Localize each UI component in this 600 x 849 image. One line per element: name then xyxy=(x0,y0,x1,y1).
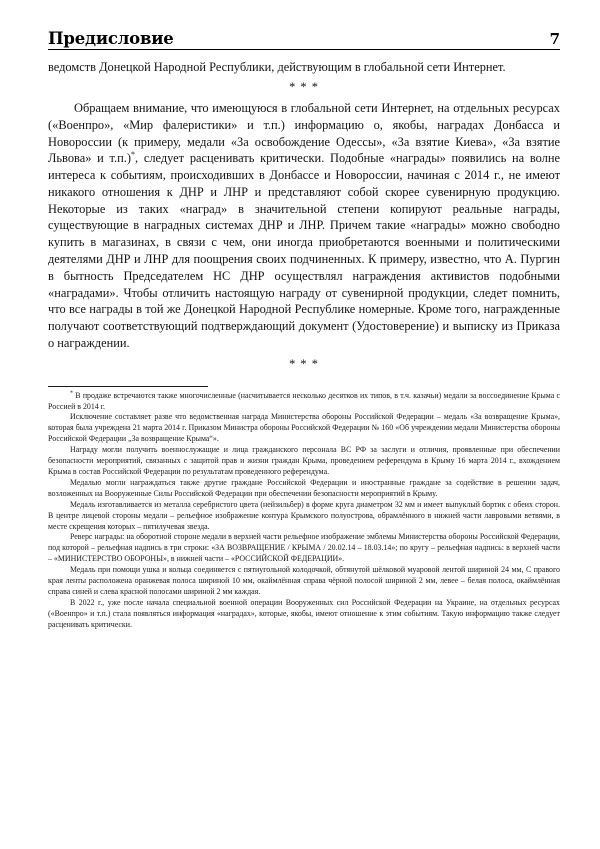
footnote-paragraph: Медалью могли награждаться также другие граждане Российской Федерации и иностранные граждане за содействие в решении задач, возложенных на Вооруженные Силы Российской Федерации при обеспечении безопасности мероприятий в Крыму. xyxy=(48,477,560,498)
paragraph-main xyxy=(48,100,560,352)
paragraph-main-part2: , следует расценивать критически. Подобные «награды» появились на волне интереса к событиям, происходивших в Донбассе и Новороссии, начиная с 2014 г., не имеют никакого отношения к ДНР и ЛНР и представляют собой скорее сувенирную продукцию. Некоторые из таких «наград» в значительной степени копируют реальные награды, существующие в наградных системах ДНР и ЛНР. Причем такие «награды» можно свободно купить в магазинах, в связи с чем, они иногда приобретаются военными и политическими деятелями ДНР и ЛНР для поощрения своих подчиненных. К примеру, известно, что А. Пургин в бытность Председателем НС ДНР осуществлял награждения активистов подобными «наградами». Чтобы отличить настоящую награду от сувенирной продукции, следет помнить, что все награды в той же Донецкой Народной Республике номерные. Кроме того, награжденные получают соответствующий подтверждающий документ (Удостоверение) и выписку из Приказа о награждении. xyxy=(48,151,560,351)
footnote-paragraph: Исключение составляет разве что ведомственная награда Министерства обороны Российской Федерации – медаль «За возвращение Крыма», которая была учреждена 21 марта 2014 г. Приказом Министра обороны Российской Федерации № 160 «Об учреждении медали Министерства обороны Российской Федерации „За возвращение Крыма“». xyxy=(48,412,560,444)
running-head xyxy=(48,30,560,50)
footnote-paragraph: В 2022 г., уже после начала специальной военной операции Вооруженных сил Российской Федерации на Украине, на отдельных ресурсах («Военпро» и т.п.) стала появляться информация «наградах», которые, якобы, имеют отношение к этим событиям. Такую информацию также следует расценивать критически. xyxy=(48,597,560,629)
paragraph-main-part1: Обращаем внимание, что имеющуюся в глобальной сети Интернет, на отдельных ресурсах («Военпро», «Мир фалеристики» и т.п.) информацию о, якобы, наградах Донбасса и Новороссии (к примеру, медали «За освобождение Одессы», «За взятие Киева», «За взятие Львова» и т.п.) xyxy=(48,100,560,166)
section-separator-bottom: * * * xyxy=(289,356,319,371)
footnote-marker-icon: * xyxy=(70,390,73,397)
page-title: Предисловие xyxy=(48,29,174,48)
footnote-paragraph xyxy=(48,391,560,413)
footnote-paragraph: Медаль при помощи ушка и кольца соединяется с пятиугольной колодочкой, обтянутой шёлковой муаровой лентой шириной 24 мм, С правого края ленты расположена оранжевая полоса шириной 10 мм, окаймлённая справа чёрной полосой шириной 2 мм, левее – белая полоса, окаймлённая справа синей и слева красной полосами шириной 2 мм каждая. xyxy=(48,565,560,596)
footnote-paragraph: Реверс награды: на оборотной стороне медали в верхней части рельефное изображение эмблемы Министерства обороны Российской Федерации, под которой – рельефная надпись в три строки: «ЗА ВОЗВРАЩЕНИЕ / КРЫМА / 20.02.14 – 18.03.14»; по кругу – рельефная надпись: в верхней части – «МИНИСТЕРСТВО ОБОРОНЫ», в нижней части – «РОССИЙСКОЙ ФЕДЕРАЦИИ». xyxy=(48,532,560,564)
footnote-area xyxy=(48,386,560,631)
footnote-paragraph: Медаль изготавливается из металла серебристого цвета (нейзильбер) в форме круга диаметром 32 мм и имеет выпуклый бортик с обеих сторон. В центре лицевой стороны медали – рельефное изображение контура Крымского полуострова, обрамлённого в нижней части лавровыми ветвями, в месте скрещения которых – пятилучевая звезда. xyxy=(48,499,560,531)
section-separator-top: * * * xyxy=(289,80,319,95)
footnote-divider xyxy=(48,386,208,387)
page-number: 7 xyxy=(549,29,560,48)
footnote-text: В продаже встречаются также многочисленные (насчитывается несколько десятков их типов, в т.ч. казачьи) медали за воссоединение Крыма с Россией в 2014 г. xyxy=(48,390,560,411)
footnote-paragraph: Награду могли получить военнослужащие и лица гражданского персонала ВС РФ за заслуги и отличия, проявленные при обеспечении безопасности мероприятий, связанных с защитой прав и жизни граждан Крыма, проведением референдума в Крыму 16 марта 2014 г., вхождением Крыма в состав Российской Федерации по результатам проведенного референдума. xyxy=(48,445,560,476)
paragraph-continued: ведомств Донецкой Народной Республики, действующим в глобальной сети Интернет. xyxy=(48,60,506,75)
footnote-reference-marker[interactable]: * xyxy=(130,150,135,160)
